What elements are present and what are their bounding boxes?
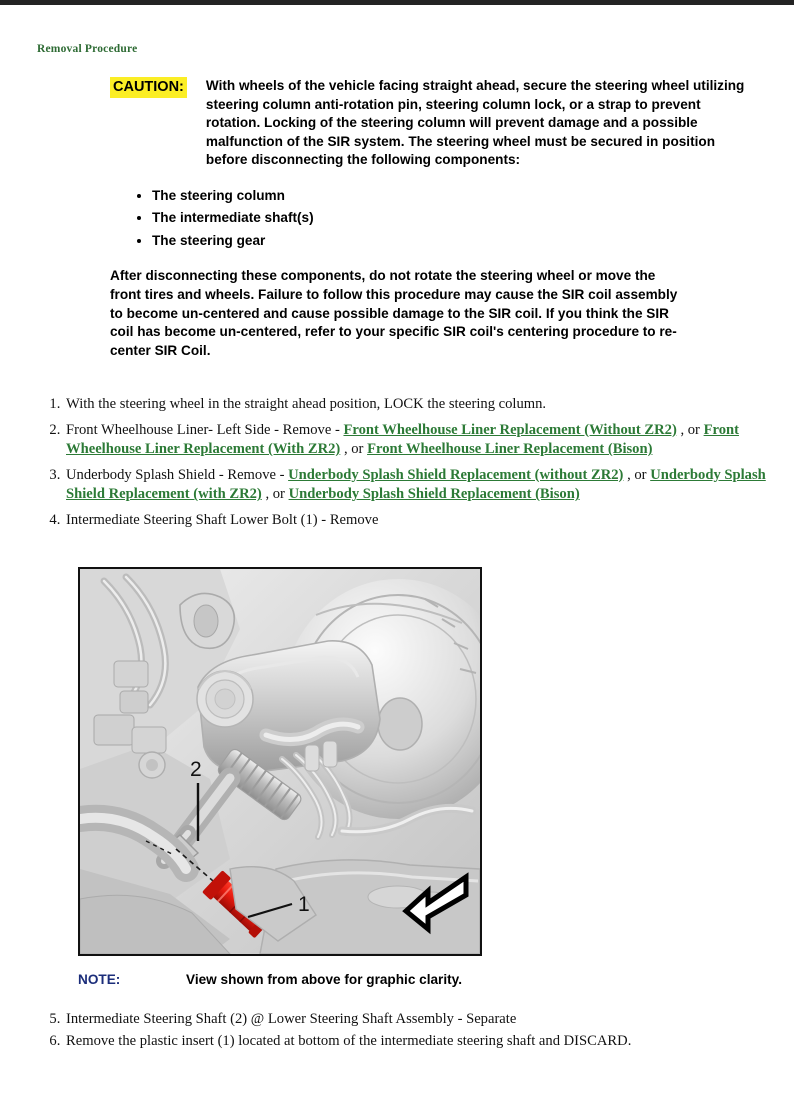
step-4-text: Intermediate Steering Shaft Lower Bolt (1) - Remove (66, 511, 379, 528)
steering-shaft-illustration (78, 567, 482, 956)
note-text: View shown from above for graphic clarity. (186, 972, 462, 987)
list-item: • The intermediate shaft(s) (152, 207, 750, 230)
document-page (0, 5, 794, 1120)
link-front-wheelhouse-with-zr2[interactable]: Front Wheelhouse Liner Replacement (With ZR2) (66, 421, 739, 458)
step-5-text: Intermediate Steering Shaft (2) @ Lower Steering Shaft Assembly - Separate (66, 1011, 517, 1027)
link-underbody-splash-with-zr2[interactable]: Underbody Splash Shield Replacement (with ZR2) (66, 466, 766, 503)
caution-block (110, 77, 750, 360)
caution-component-list (110, 185, 750, 253)
step-2-sep-1: , or (676, 421, 704, 438)
link-front-wheelhouse-without-zr2[interactable]: Front Wheelhouse Liner Replacement (Without ZR2) (343, 421, 677, 438)
step-4 (64, 511, 794, 531)
link-underbody-splash-bison[interactable]: Underbody Splash Shield Replacement (Bison) (288, 486, 580, 503)
figure-callout-1-label: 1 (298, 893, 310, 916)
caution-label: CAUTION: (110, 77, 187, 98)
list-item: • The steering gear (152, 230, 750, 253)
caution-row (110, 77, 750, 170)
step-1-text: With the steering wheel in the straight ahead position, LOCK the steering column. (66, 396, 547, 412)
link-front-wheelhouse-bison[interactable]: Front Wheelhouse Liner Replacement (Bison) (367, 441, 653, 458)
step-2 (64, 421, 794, 460)
procedure-step-list-tail (36, 1009, 794, 1052)
illustration-svg (80, 569, 480, 954)
note-block (78, 971, 462, 989)
list-item: • The steering column (152, 185, 750, 208)
step-6 (64, 1031, 794, 1053)
step-3-sep-1: , or (623, 466, 651, 483)
step-6-text: Remove the plastic insert (1) located at bottom of the intermediate steering shaft and DISCARD. (66, 1032, 632, 1049)
procedure-step-list (36, 395, 794, 533)
step-1 (64, 395, 794, 415)
step-3 (64, 466, 794, 505)
caution-after-text: After disconnecting these components, do not rotate the steering wheel or move the front tires and wheels. Failure to follow this procedure may cause the SIR coil assembly to become un-centered and cause possible damage to the SIR coil. If you think the SIR coil has become un-centered, refer to your specific SIR coil's centering procedure to re-center SIR Coil. (110, 268, 678, 358)
step-3-sep-2: , or (261, 486, 289, 503)
step-2-lead: Front Wheelhouse Liner- Left Side - Remove - (66, 421, 344, 438)
step-5 (64, 1009, 794, 1031)
caution-body-text: With wheels of the vehicle facing straight ahead, secure the steering wheel utilizing steering column anti-rotation pin, steering column lock, or a strap to prevent rotation. Locking of the steering column will prevent damage and a possible malfunction of the SIR system. The steering wheel must be secured in position before disconnecting the following components: (205, 78, 745, 168)
step-3-lead: Underbody Splash Shield - Remove - (66, 466, 289, 483)
note-label: NOTE: (78, 972, 121, 987)
page-title: Removal Procedure (37, 43, 138, 55)
step-2-sep-2: , or (340, 441, 368, 458)
figure-callout-2-label: 2 (190, 758, 202, 781)
link-underbody-splash-without-zr2[interactable]: Underbody Splash Shield Replacement (without ZR2) (288, 466, 624, 483)
